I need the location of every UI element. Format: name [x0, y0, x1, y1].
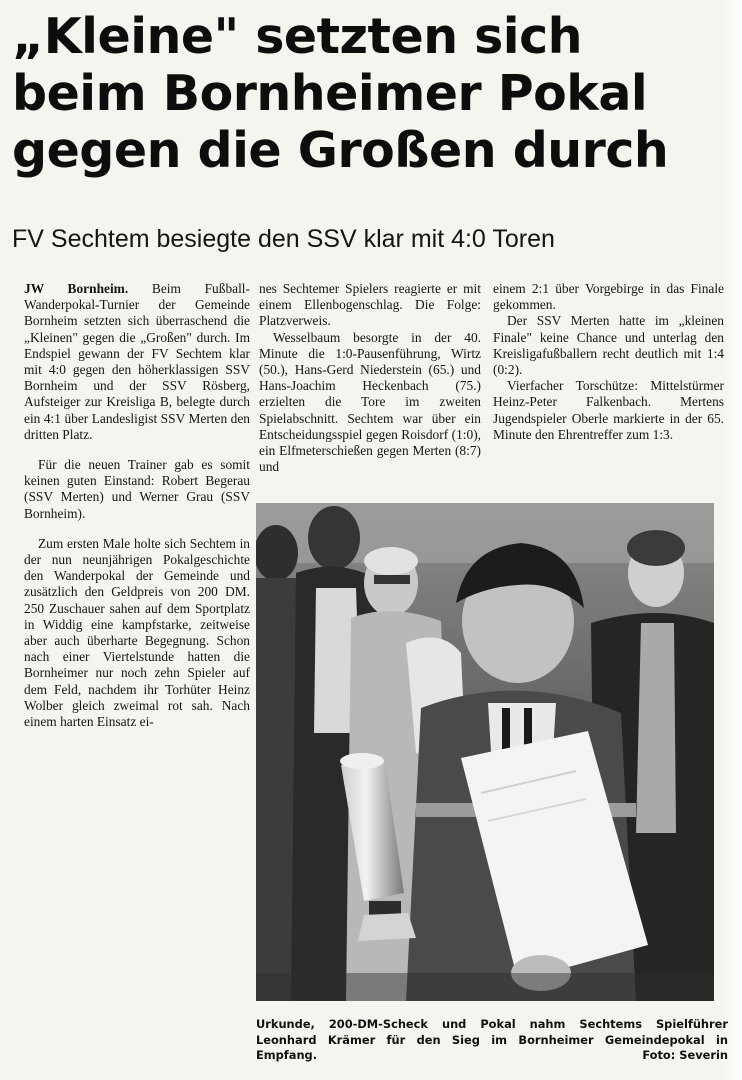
paragraph-1-text: Beim Fußball-Wanderpokal-Turnier der Gemeinde Bornheim setzten sich überraschend die „Kleinen" gegen die „Großen" durch. Im Endspiel gewann der FV Sechtem klar mit 4:0 gegen den höherklassigen SSV Bornheim und der SSV Rösberg, Aufsteiger zur Kreisliga B, belegte durch ein 4:1 über Landesligist SSV Merten den dritten Platz.: [24, 281, 250, 442]
photo-credit: Foto: Severin: [642, 1048, 728, 1062]
dateline: JW Bornheim.: [24, 281, 129, 296]
article-paragraph-5: Wesselbaum besorgte in der 40. Minute die 1:0-Pausenführung, Wirtz (50.), Hans-Gerd Niederstein (65.) und Hans-Joachim Heckenbach (75.) erzielten die Tore im zweiten Spielabschnitt. Sechtem war über ein Entscheidungsspiel gegen Roisdorf (1:0), ein Elfmeterschießen gegen Merten (8:7) und: [259, 329, 481, 475]
article-paragraph-1: [24, 281, 250, 443]
headline-line-3: gegen die Großen durch: [12, 122, 669, 179]
article-paragraph-8: Vierfacher Torschütze: Mittelstürmer Heinz-Peter Falkenbach. Mertens Jugendspieler Oberle markierte in der 65. Minute den Ehrentreffer zum 1:3.: [493, 378, 724, 442]
headline: [12, 8, 724, 179]
article-paragraph-7: Der SSV Merten hatte im „kleinen Finale" keine Chance und unterlag den Kreisligafußballern recht deutlich mit 1:4 (0:2).: [493, 313, 724, 378]
caption-text: Urkunde, 200-DM-Scheck und Pokal nahm Sechtems Spielführer Leonhard Krämer für den Sieg im Bornheimer Gemeindepokal in Empfang.: [256, 1017, 728, 1062]
article-paragraph-4: nes Sechtemer Spielers reagierte er mit einem Ellenbogenschlag. Die Folge: Platzverweis.: [259, 281, 481, 329]
article-column-2: [259, 281, 481, 475]
subheadline: FV Sechtem besiegte den SSV klar mit 4:0 Toren: [12, 225, 555, 253]
clipping-edge: [724, 0, 742, 1080]
article-paragraph-2: Für die neuen Trainer gab es somit keinen guten Einstand: Robert Begerau (SSV Merten) und Werner Grau (SSV Bornheim).: [24, 457, 250, 521]
article-paragraph-3: Zum ersten Male holte sich Sechtem in der nun neunjährigen Pokalgeschichte den Wanderpokal der Gemeinde und zusätzlich den Geldpreis von 200 DM. 250 Zuschauer sahen auf dem Sportplatz in Widdig eine kampfstarke, zeitweise aber auch überharte Begegnung. Schon nach einer Viertelstunde hatten die Bornheimer nur noch zehn Spieler auf dem Feld, nachdem ihr Torhüter Heinz Wolber gleich zweimal rot sah. Nach einem harten Einsatz ei-: [24, 535, 250, 730]
photo-caption: [256, 1017, 728, 1064]
article-paragraph-6: einem 2:1 über Vorgebirge in das Finale gekommen.: [493, 281, 724, 313]
headline-line-2: beim Bornheimer Pokal: [12, 65, 648, 122]
headline-line-1: „Kleine" setzten sich: [12, 8, 583, 65]
photo-illustration: [256, 503, 714, 1001]
team-captain-photo: [256, 503, 714, 1001]
article-column-3: [493, 281, 724, 443]
article-column-1: [24, 281, 250, 730]
